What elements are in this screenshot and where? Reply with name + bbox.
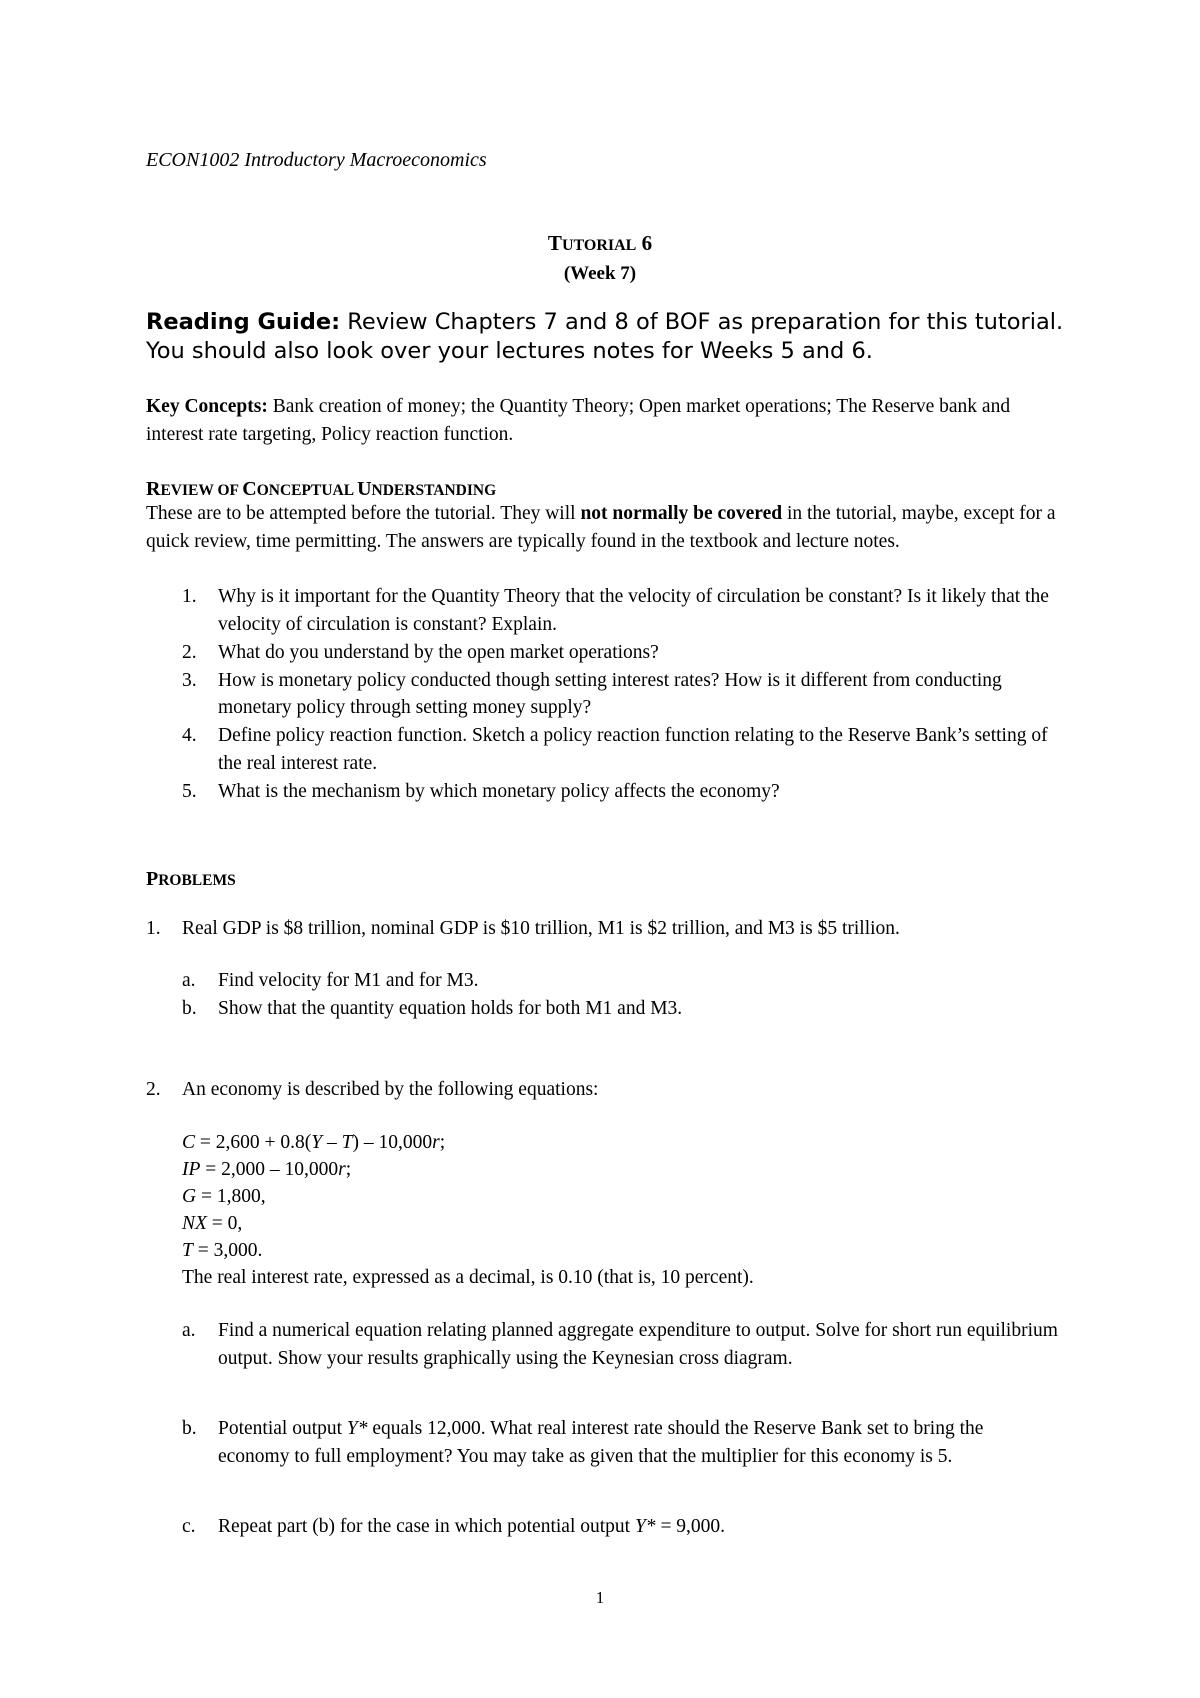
question-number: 4. (182, 725, 197, 746)
part-label: a. (182, 1320, 196, 1341)
problem-number: 1. (146, 918, 161, 939)
part-text-segment: Potential output (218, 1418, 347, 1439)
heading-text: ROBLEMS (158, 872, 236, 889)
review-question (146, 667, 1066, 722)
heading-letter: U (357, 478, 372, 500)
intro-bold: not normally be covered (580, 503, 783, 524)
part-text (218, 1415, 1058, 1470)
equation-government (182, 1183, 982, 1211)
tutorial-title (0, 230, 1200, 260)
reading-guide (146, 308, 1066, 365)
intro-text: These are to be attempted before the tutorial. They will (146, 503, 581, 524)
equation-net-exports (182, 1210, 982, 1238)
course-title: ECON1002 Introductory Macroeconomics (146, 149, 487, 171)
eq-var: G (182, 1186, 197, 1207)
title-rest: UTORIAL (561, 237, 637, 254)
review-question-list (146, 583, 1066, 806)
question-number: 3. (182, 669, 197, 691)
part-text-segment: equals 12,000. What real interest rate should the Reserve Bank set to bring the economy to full employment? You may take as given that the multiplier for this economy is 5. (218, 1418, 984, 1467)
part-text (218, 1513, 1058, 1541)
question-text: What do you understand by the open market operations? (218, 641, 659, 663)
review-intro (146, 500, 1066, 555)
equation-investment (182, 1156, 982, 1184)
part-text-segment: = 9,000. (655, 1516, 726, 1537)
eq-var: Y (311, 1132, 323, 1153)
eq-text: ) – 10,000 (352, 1132, 433, 1153)
eq-var: NX (182, 1213, 207, 1234)
question-text: Why is it important for the Quantity Theory that the velocity of circulation be constant? Is it likely that the velocity of circulation is constant? Explain. (218, 586, 1049, 635)
title-number: 6 (641, 231, 653, 255)
equation-taxes (182, 1237, 982, 1265)
eq-var: Y* (634, 1516, 656, 1537)
part-label: a. (182, 970, 196, 991)
part-text: Show that the quantity equation holds for both M1 and M3. (218, 998, 683, 1019)
key-concepts (146, 393, 1046, 448)
key-concepts-label: Key Concepts: (146, 396, 268, 417)
review-question (146, 583, 1066, 638)
key-concepts-text: Bank creation of money; the Quantity Theory; Open market operations; The Reserve bank and interest rate targeting, Policy reaction function. (146, 396, 1011, 445)
question-text: What is the mechanism by which monetary policy affects the economy? (218, 780, 780, 802)
eq-var: Y* (346, 1418, 368, 1439)
part-label: c. (182, 1516, 196, 1537)
question-text: How is monetary policy conducted though setting interest rates? How is it different from conducting monetary policy through setting money supply? (218, 669, 1002, 718)
page-number: 1 (595, 1588, 605, 1607)
part-label: b. (182, 1418, 197, 1439)
part-text: Find velocity for M1 and for M3. (218, 970, 479, 991)
review-question (146, 778, 1066, 806)
heading-letter: C (242, 478, 257, 500)
eq-text: ; (439, 1132, 446, 1153)
problems-heading (146, 866, 236, 895)
eq-text: = 2,000 – 10,000 (200, 1159, 339, 1180)
eq-var: T (341, 1132, 353, 1153)
heading-text: ONCEPTUAL (256, 482, 358, 499)
eq-var: r (338, 1159, 346, 1180)
reading-guide-text: Review Chapters 7 and 8 of BOF as preparation for this tutorial. You should also look over your lectures notes for Weeks 5 and 6. (146, 309, 1064, 364)
question-number: 2. (182, 641, 197, 663)
problem-text: An economy is described by the following equations: (182, 1079, 599, 1100)
eq-text: = 2,600 + 0.8( (195, 1132, 312, 1153)
review-question (146, 722, 1066, 777)
problem-number: 2. (146, 1079, 161, 1100)
question-number: 5. (182, 780, 197, 802)
intro-text: in the tutorial, maybe, except for a quick review, time permitting. The answers are typically found in the textbook and lecture notes. (146, 503, 1056, 552)
problem-text: Real GDP is $8 trillion, nominal GDP is $10 trillion, M1 is $2 trillion, and M3 is $5 trillion. (182, 918, 900, 939)
eq-var: T (182, 1240, 193, 1261)
reading-guide-label: Reading Guide: (146, 309, 341, 335)
eq-text: – (322, 1132, 342, 1153)
question-text: Define policy reaction function. Sketch a policy reaction function relating to the Reserve Bank’s setting of the real interest rate. (218, 725, 1048, 774)
eq-var: r (432, 1132, 440, 1153)
title-first-letter: T (547, 231, 562, 255)
eq-var: C (182, 1132, 196, 1153)
week-label: (Week 7) (563, 263, 637, 284)
heading-text: NDERSTANDING (371, 482, 497, 499)
review-question (146, 639, 1066, 667)
eq-text: = 1,800, (196, 1186, 266, 1207)
eq-text: ; (345, 1159, 352, 1180)
eq-text: = 0, (206, 1213, 243, 1234)
eq-var: IP (182, 1159, 201, 1180)
part-label: b. (182, 998, 197, 1019)
part-text: Find a numerical equation relating planned aggregate expenditure to output. Solve for short run equilibrium output. Show your results graphically using the Keynesian cross diagram. (218, 1320, 1058, 1369)
heading-letter: P (146, 868, 159, 890)
eq-text: = 3,000. (192, 1240, 263, 1261)
equation-consumption (182, 1129, 982, 1157)
interest-rate-note: The real interest rate, expressed as a decimal, is 0.10 (that is, 10 percent). (182, 1267, 754, 1288)
heading-text: EVIEW OF (160, 482, 243, 499)
question-number: 1. (182, 586, 197, 607)
part-text-segment: Repeat part (b) for the case in which potential output (218, 1516, 635, 1537)
heading-letter: R (146, 478, 161, 500)
